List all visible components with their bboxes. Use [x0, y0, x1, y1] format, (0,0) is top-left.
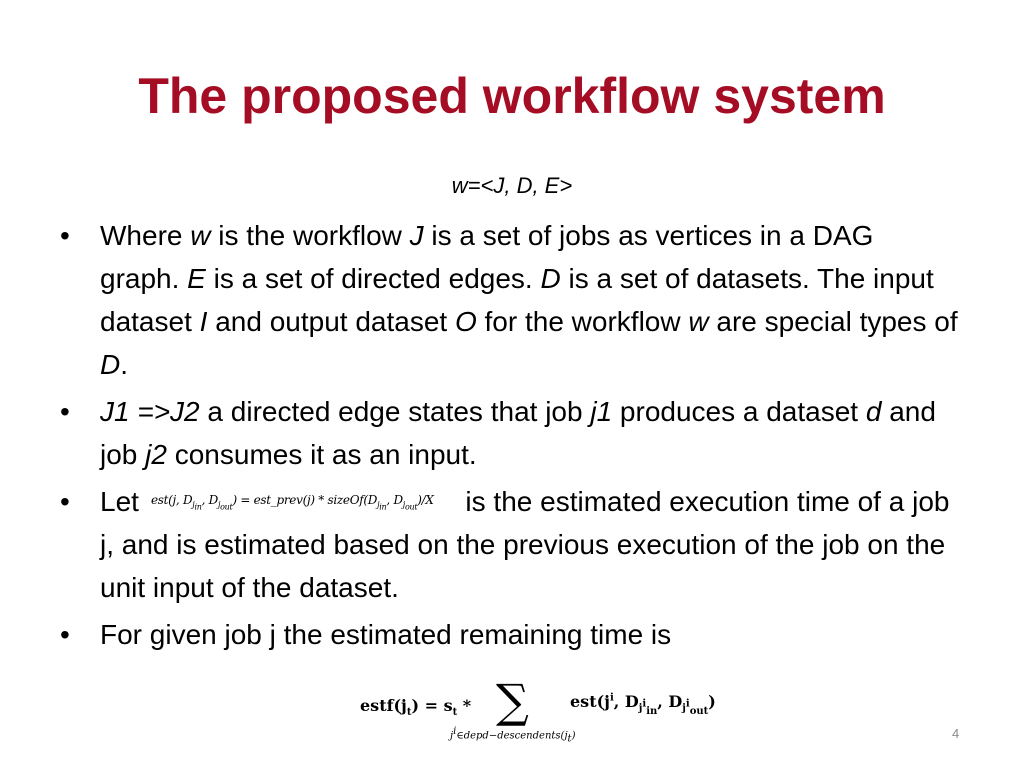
summation-index — [450, 726, 575, 744]
bullet-marker: • — [60, 619, 70, 650]
summation-index-sub: t — [567, 733, 572, 745]
est-formula-c-sub: j — [377, 500, 380, 509]
text-segment: for the workflow — [476, 306, 689, 337]
text-segment: and job — [100, 396, 936, 470]
summation-index-sup: i — [453, 726, 457, 737]
text-segment: are special types of — [708, 306, 958, 337]
italic-term: j1 — [590, 396, 613, 427]
text-segment: is a set of jobs as vertices in a DAG graph. — [100, 220, 874, 294]
italic-term: J1 =>J2 — [100, 396, 200, 427]
bullet-text — [100, 220, 958, 380]
formula-rhs-sub1-sup: i — [642, 698, 647, 710]
formula-rhs-mid: , D — [613, 692, 639, 711]
summation-index-close: ) — [571, 730, 576, 742]
italic-term: w — [688, 306, 709, 337]
est-formula-a: est(j, D — [150, 492, 193, 507]
est-formula-c-subsub: in — [379, 502, 387, 512]
formula-rhs-close: ) — [708, 692, 716, 711]
remaining-time-formula — [360, 674, 716, 750]
bullet-marker: • — [60, 486, 70, 517]
formula-lhs-sub: t — [406, 707, 412, 719]
formula-rhs — [570, 692, 716, 717]
formula-rhs-sub2-sup: i — [685, 698, 690, 710]
formula-rhs-sub2-out: out — [689, 706, 709, 718]
text-segment: is a set of datasets. The input dataset — [100, 263, 934, 337]
est-formula-a-subsub: in — [194, 502, 202, 512]
text-segment: produces a dataset — [612, 396, 866, 427]
italic-term: D — [100, 349, 121, 380]
est-formula-e: )/X — [417, 492, 434, 507]
italic-term: I — [199, 306, 208, 337]
bullet-workflow-definition — [60, 214, 960, 386]
slide-title: The proposed workflow system — [138, 68, 886, 124]
formula-rhs-sup: i — [609, 692, 614, 704]
est-formula-d-subsub: out — [404, 502, 418, 512]
italic-term: j2 — [145, 439, 167, 470]
formula-rhs-sub1: j — [638, 703, 643, 715]
italic-term: E — [187, 263, 206, 294]
bullet-directed-edge — [60, 390, 960, 476]
formula-lhs — [360, 696, 471, 718]
text-segment: . — [120, 349, 129, 380]
text-segment: and output dataset — [207, 306, 455, 337]
formula-lhs-text: estf(j — [360, 696, 407, 715]
bullet-marker: • — [60, 396, 70, 427]
est-formula-a-sub: j — [192, 500, 195, 509]
text-segment: is the workflow — [210, 220, 410, 251]
bullet-estimated-time — [60, 480, 960, 609]
formula-rhs-mid2: , D — [657, 692, 683, 711]
text-segment: consumes it as an input. — [166, 439, 477, 470]
bullet-lead: Let — [100, 486, 139, 517]
bullet-text: For given job j the estimated remaining time is — [100, 619, 672, 650]
summation-index-j: j — [450, 730, 454, 742]
formula-s-sub: t — [452, 707, 458, 719]
workflow-definition: w=<J, D, E> — [451, 173, 573, 198]
italic-term: O — [454, 306, 477, 337]
est-formula-d: , D — [386, 492, 403, 507]
summation-symbol: ∑ — [496, 674, 529, 728]
formula-star: * — [457, 696, 472, 715]
formula-lhs-tail: ) = s — [411, 696, 453, 715]
bullet-marker: • — [60, 220, 70, 251]
est-formula-c: ) = est_prev(j) * sizeOf(D — [232, 492, 378, 507]
est-formula-d-sub: j — [402, 500, 405, 509]
est-formula-b-subsub: out — [220, 502, 233, 512]
est-formula — [151, 490, 434, 518]
italic-term: J — [409, 220, 424, 251]
italic-term: D — [540, 263, 561, 294]
formula-rhs-sub2: j — [682, 703, 686, 715]
est-formula-b-sub: j — [217, 500, 221, 509]
text-segment: a directed edge states that job — [199, 396, 591, 427]
text-segment: Where — [100, 220, 191, 251]
summation-index-tail: ∈depd−descendents(j — [456, 730, 568, 742]
est-formula-b: , D — [201, 492, 218, 507]
formula-rhs-text: est(j — [570, 692, 610, 711]
formula-rhs-sub1-in: in — [646, 706, 658, 718]
bullet-remaining-time — [60, 613, 960, 656]
page-number: 4 — [952, 726, 960, 741]
text-segment: is a set of directed edges. — [205, 263, 541, 294]
bullet-list — [60, 214, 960, 660]
italic-term: w — [190, 220, 211, 251]
italic-term: d — [865, 396, 882, 427]
bullet-text — [100, 396, 936, 470]
bullet-trail: is the estimated execution time of a job j, and is estimated based on the previous execution of the job on the unit input of the dataset. — [100, 486, 950, 603]
